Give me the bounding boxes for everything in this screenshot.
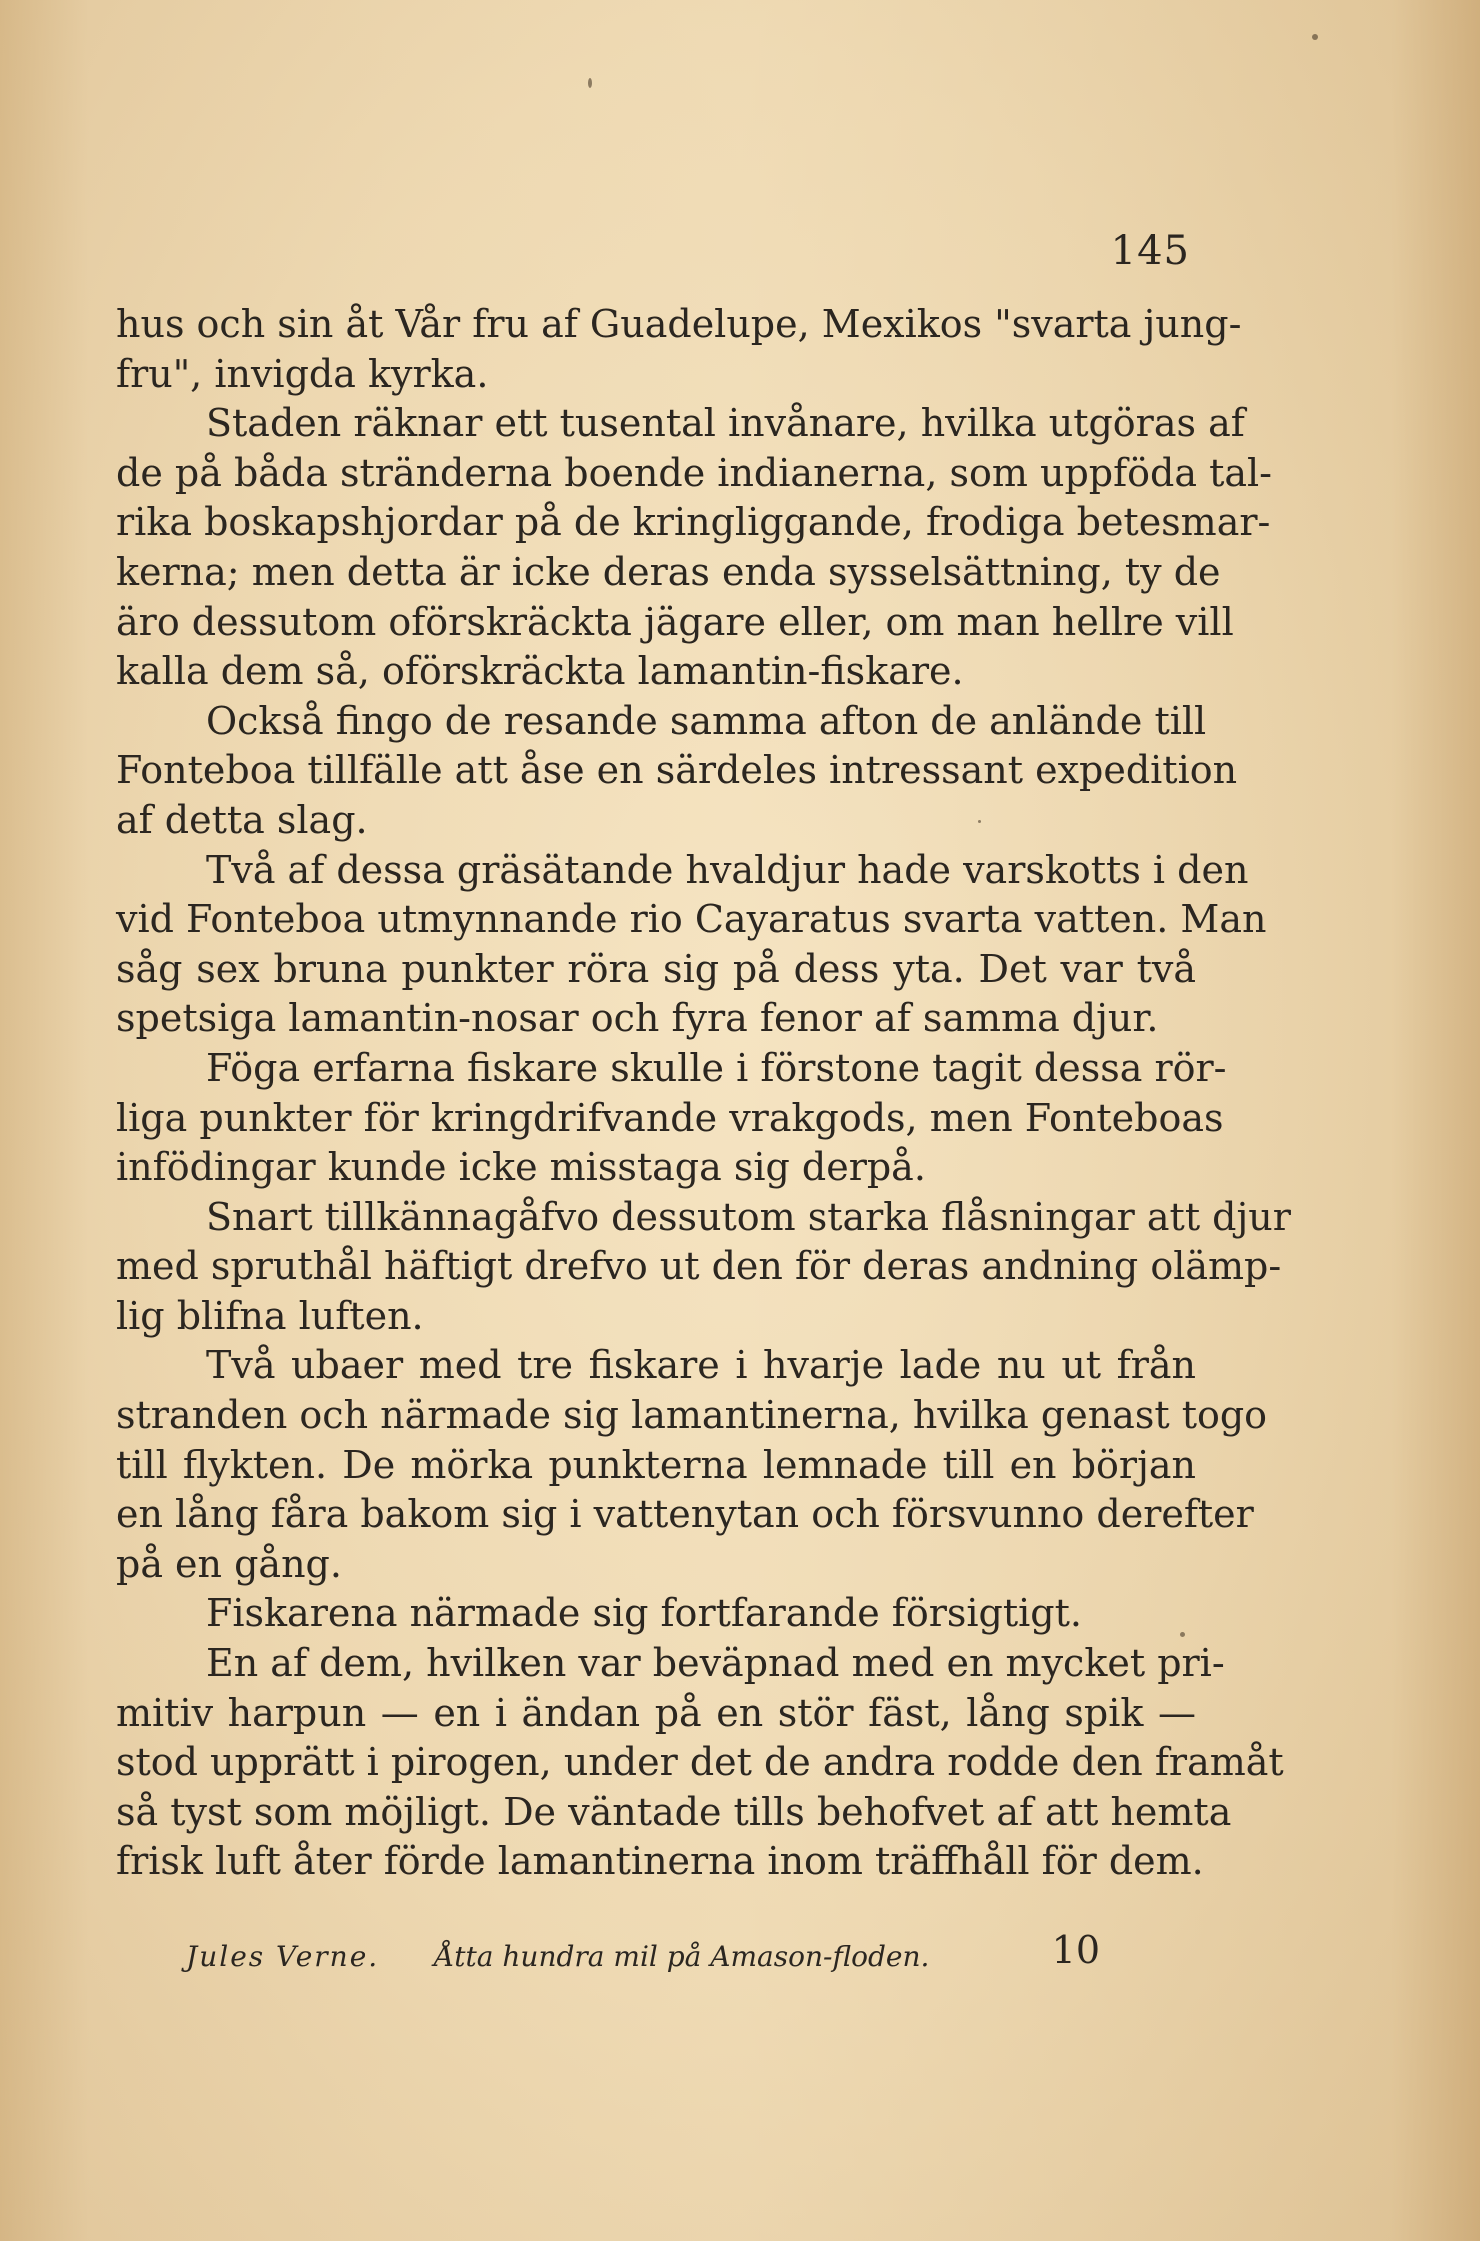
text-line: spetsiga lamantin-nosar och fyra fenor af samma djur. bbox=[116, 996, 1159, 1041]
text-line: En af dem, hvilken var beväpnad med en mycket pri- bbox=[206, 1641, 1225, 1686]
page-footer bbox=[186, 1940, 1106, 1973]
paragraph bbox=[116, 1639, 1284, 1887]
text-line: på en gång. bbox=[116, 1541, 342, 1586]
footer-title: Åtta hundra mil på Amason-floden. bbox=[434, 1940, 930, 1973]
paragraph bbox=[116, 697, 1238, 846]
text-line: äro dessutom oförskräckta jägare eller, om man hellre vill bbox=[116, 599, 1234, 644]
text-line: stod upprätt i pirogen, under det de andra rodde den framåt bbox=[116, 1740, 1284, 1785]
paragraph bbox=[116, 1193, 1291, 1342]
text-line: stranden och närmade sig lamantinerna, hvilka genast togo bbox=[116, 1393, 1268, 1438]
text-line: kerna; men detta är icke deras enda sysselsättning, ty de bbox=[116, 549, 1221, 594]
text-line: vid Fonteboa utmynnande rio Cayaratus svarta vatten. Man bbox=[116, 897, 1267, 942]
text-line: såg sex bruna punkter röra sig på dess yta. Det var två bbox=[116, 946, 1196, 991]
text-line: Fiskarena närmade sig fortfarande försigtigt. bbox=[206, 1591, 1082, 1636]
text-line: med spruthål häftigt drefvo ut den för deras andning olämp- bbox=[116, 1244, 1282, 1289]
text-line: så tyst som möjligt. De väntade tills behofvet af att hemta bbox=[116, 1789, 1232, 1834]
text-line: de på båda stränderna boende indianerna, som uppföda tal- bbox=[116, 450, 1273, 495]
paragraph bbox=[116, 1589, 1196, 1639]
text-line: lig blifna luften. bbox=[116, 1293, 424, 1338]
text-line: Två ubaer med tre fiskare i hvarje lade nu ut från bbox=[206, 1343, 1196, 1388]
text-line: till flykten. De mörka punkterna lemnade till en början bbox=[116, 1442, 1196, 1487]
text-line: hus och sin åt Vår fru af Guadelupe, Mexikos "svarta jung- bbox=[116, 302, 1242, 346]
text-line: frisk luft åter förde lamantinerna inom träffhåll för dem. bbox=[116, 1839, 1204, 1884]
text-line: Snart tillkännagåfvo dessutom starka flåsningar att djur bbox=[206, 1194, 1291, 1239]
text-line: Staden räknar ett tusental invånare, hvilka utgöras af bbox=[206, 401, 1245, 446]
paragraph bbox=[116, 399, 1273, 697]
body-text bbox=[116, 300, 1291, 1887]
paragraph bbox=[116, 300, 1242, 399]
paper-speck bbox=[1180, 1632, 1185, 1637]
sheet-number: 10 bbox=[1051, 1928, 1100, 1972]
text-line: Också fingo de resande samma afton de anlände till bbox=[206, 698, 1207, 743]
text-line: kalla dem så, oförskräckta lamantin-fiskare. bbox=[116, 649, 964, 694]
paper-speck bbox=[978, 820, 981, 823]
footer-author: Jules Verne. bbox=[186, 1940, 380, 1973]
text-line: af detta slag. bbox=[116, 797, 368, 842]
text-line: Fonteboa tillfälle att åse en särdeles intressant expedition bbox=[116, 748, 1238, 793]
text-line: fru", invigda kyrka. bbox=[116, 351, 489, 396]
paragraph bbox=[116, 1044, 1227, 1193]
page-number: 145 bbox=[1110, 228, 1190, 274]
text-line: Föga erfarna fiskare skulle i förstone tagit dessa rör- bbox=[206, 1045, 1227, 1090]
paper-speck bbox=[1312, 34, 1318, 40]
text-line: en lång fåra bakom sig i vattenytan och försvunno derefter bbox=[116, 1492, 1254, 1537]
paper-speck bbox=[588, 78, 592, 88]
text-line: rika boskapshjordar på de kringliggande, frodiga betesmar- bbox=[116, 500, 1271, 545]
paragraph bbox=[116, 1341, 1268, 1589]
text-line: mitiv harpun — en i ändan på en stör fäst, lång spik — bbox=[116, 1690, 1196, 1735]
text-line: Två af dessa gräsätande hvaldjur hade varskotts i den bbox=[206, 847, 1249, 892]
text-line: liga punkter för kringdrifvande vrakgods, men Fonteboas bbox=[116, 1095, 1224, 1140]
text-line: infödingar kunde icke misstaga sig derpå. bbox=[116, 1145, 926, 1190]
paragraph bbox=[116, 846, 1267, 1044]
